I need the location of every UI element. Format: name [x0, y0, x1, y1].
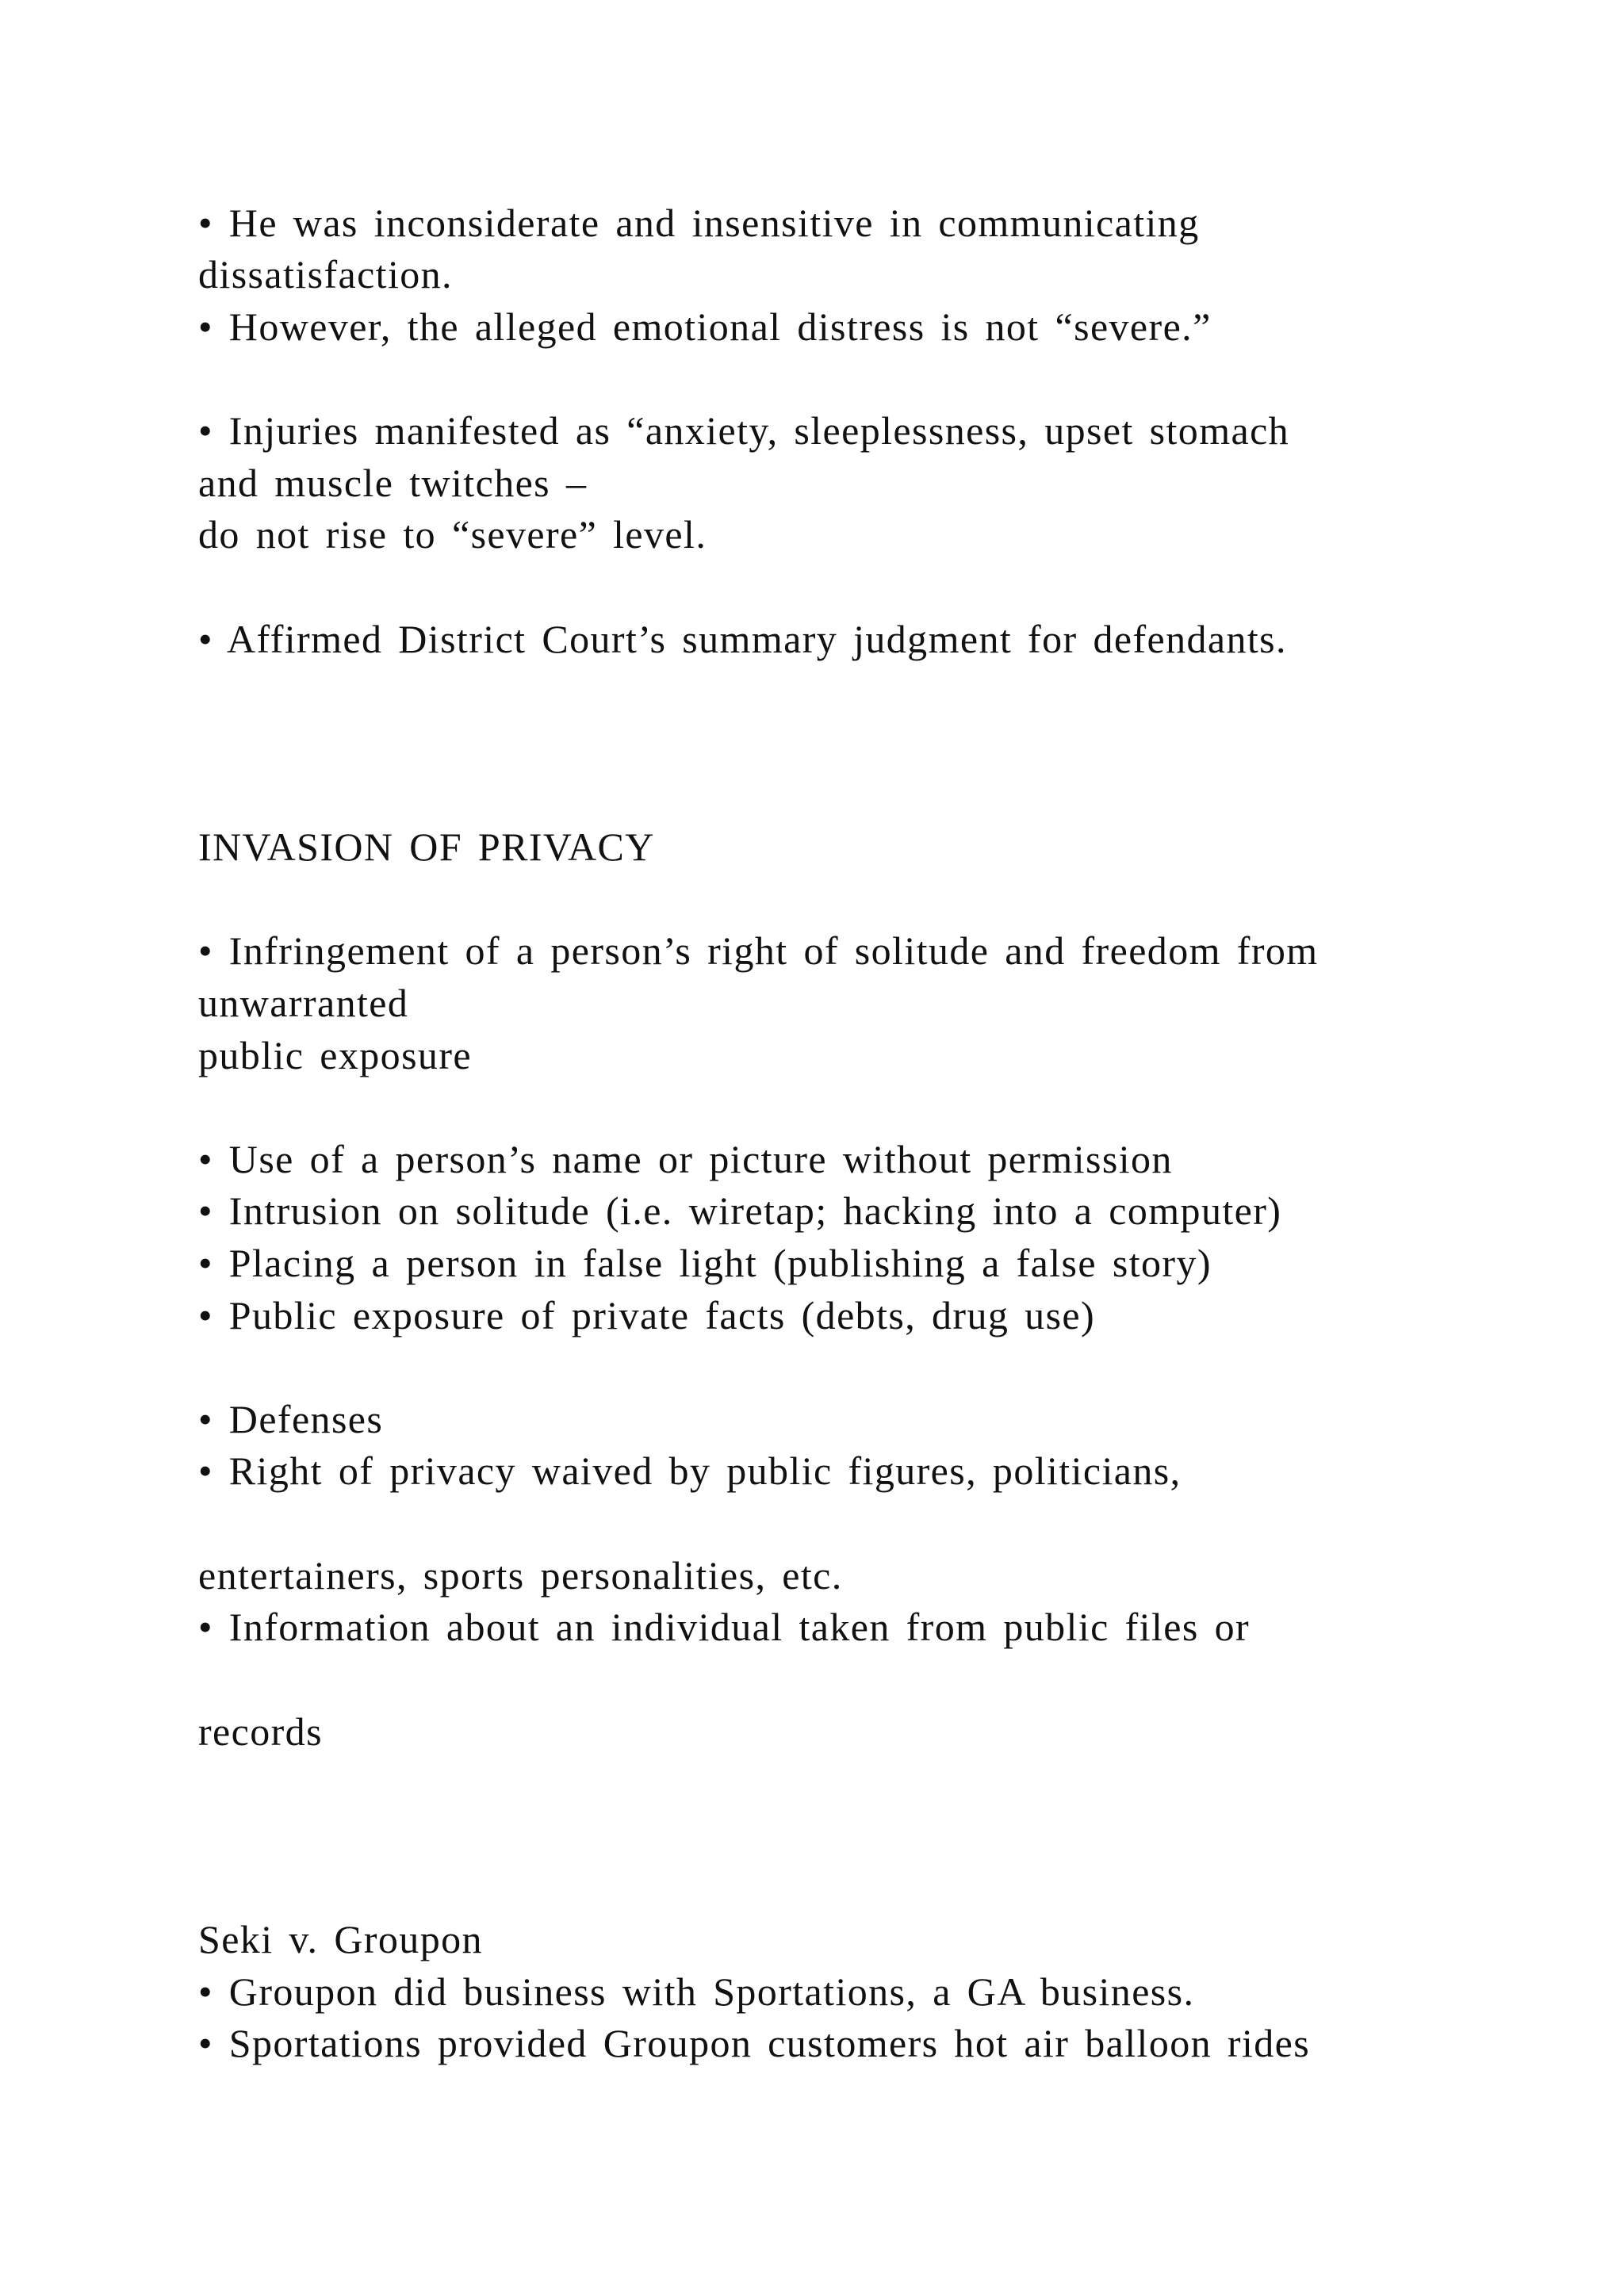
text-line: • Sportations provided Groupon customers hot air balloon rides [198, 2021, 1311, 2065]
text-line: • Placing a person in false light (publishing a false story) [198, 1241, 1212, 1285]
text-line: • Groupon did business with Sportations, a GA business. [198, 1969, 1195, 2014]
text-line: • Defenses [198, 1397, 384, 1441]
text-line: • Intrusion on solitude (i.e. wiretap; hacking into a computer) [198, 1188, 1282, 1233]
text-line: • However, the alleged emotional distress is not “severe.” [198, 304, 1212, 349]
text-line: public exposure [198, 1033, 472, 1077]
text-line: and muscle twitches – [198, 461, 588, 505]
case-title: Seki v. Groupon [198, 1917, 483, 1961]
section-heading: INVASION OF PRIVACY [198, 825, 655, 869]
text-line: • Use of a person’s name or picture without permission [198, 1137, 1173, 1181]
text-line: do not rise to “severe” level. [198, 512, 707, 557]
text-line: • Right of privacy waived by public figures, politicians, [198, 1448, 1182, 1493]
text-line: unwarranted [198, 981, 409, 1025]
text-line: • Public exposure of private facts (debts, drug use) [198, 1293, 1096, 1337]
text-line: • Information about an individual taken from public files or [198, 1605, 1251, 1649]
text-line: dissatisfaction. [198, 252, 453, 297]
text-line: • Injuries manifested as “anxiety, sleeplessness, upset stomach [198, 408, 1290, 453]
text-line: • Infringement of a person’s right of solitude and freedom from [198, 928, 1319, 973]
text-line: • Affirmed District Court’s summary judgment for defendants. [198, 617, 1287, 661]
text-line: • He was inconsiderate and insensitive in communicating [198, 201, 1200, 245]
text-line: records [198, 1709, 323, 1754]
text-line: entertainers, sports personalities, etc. [198, 1553, 843, 1598]
